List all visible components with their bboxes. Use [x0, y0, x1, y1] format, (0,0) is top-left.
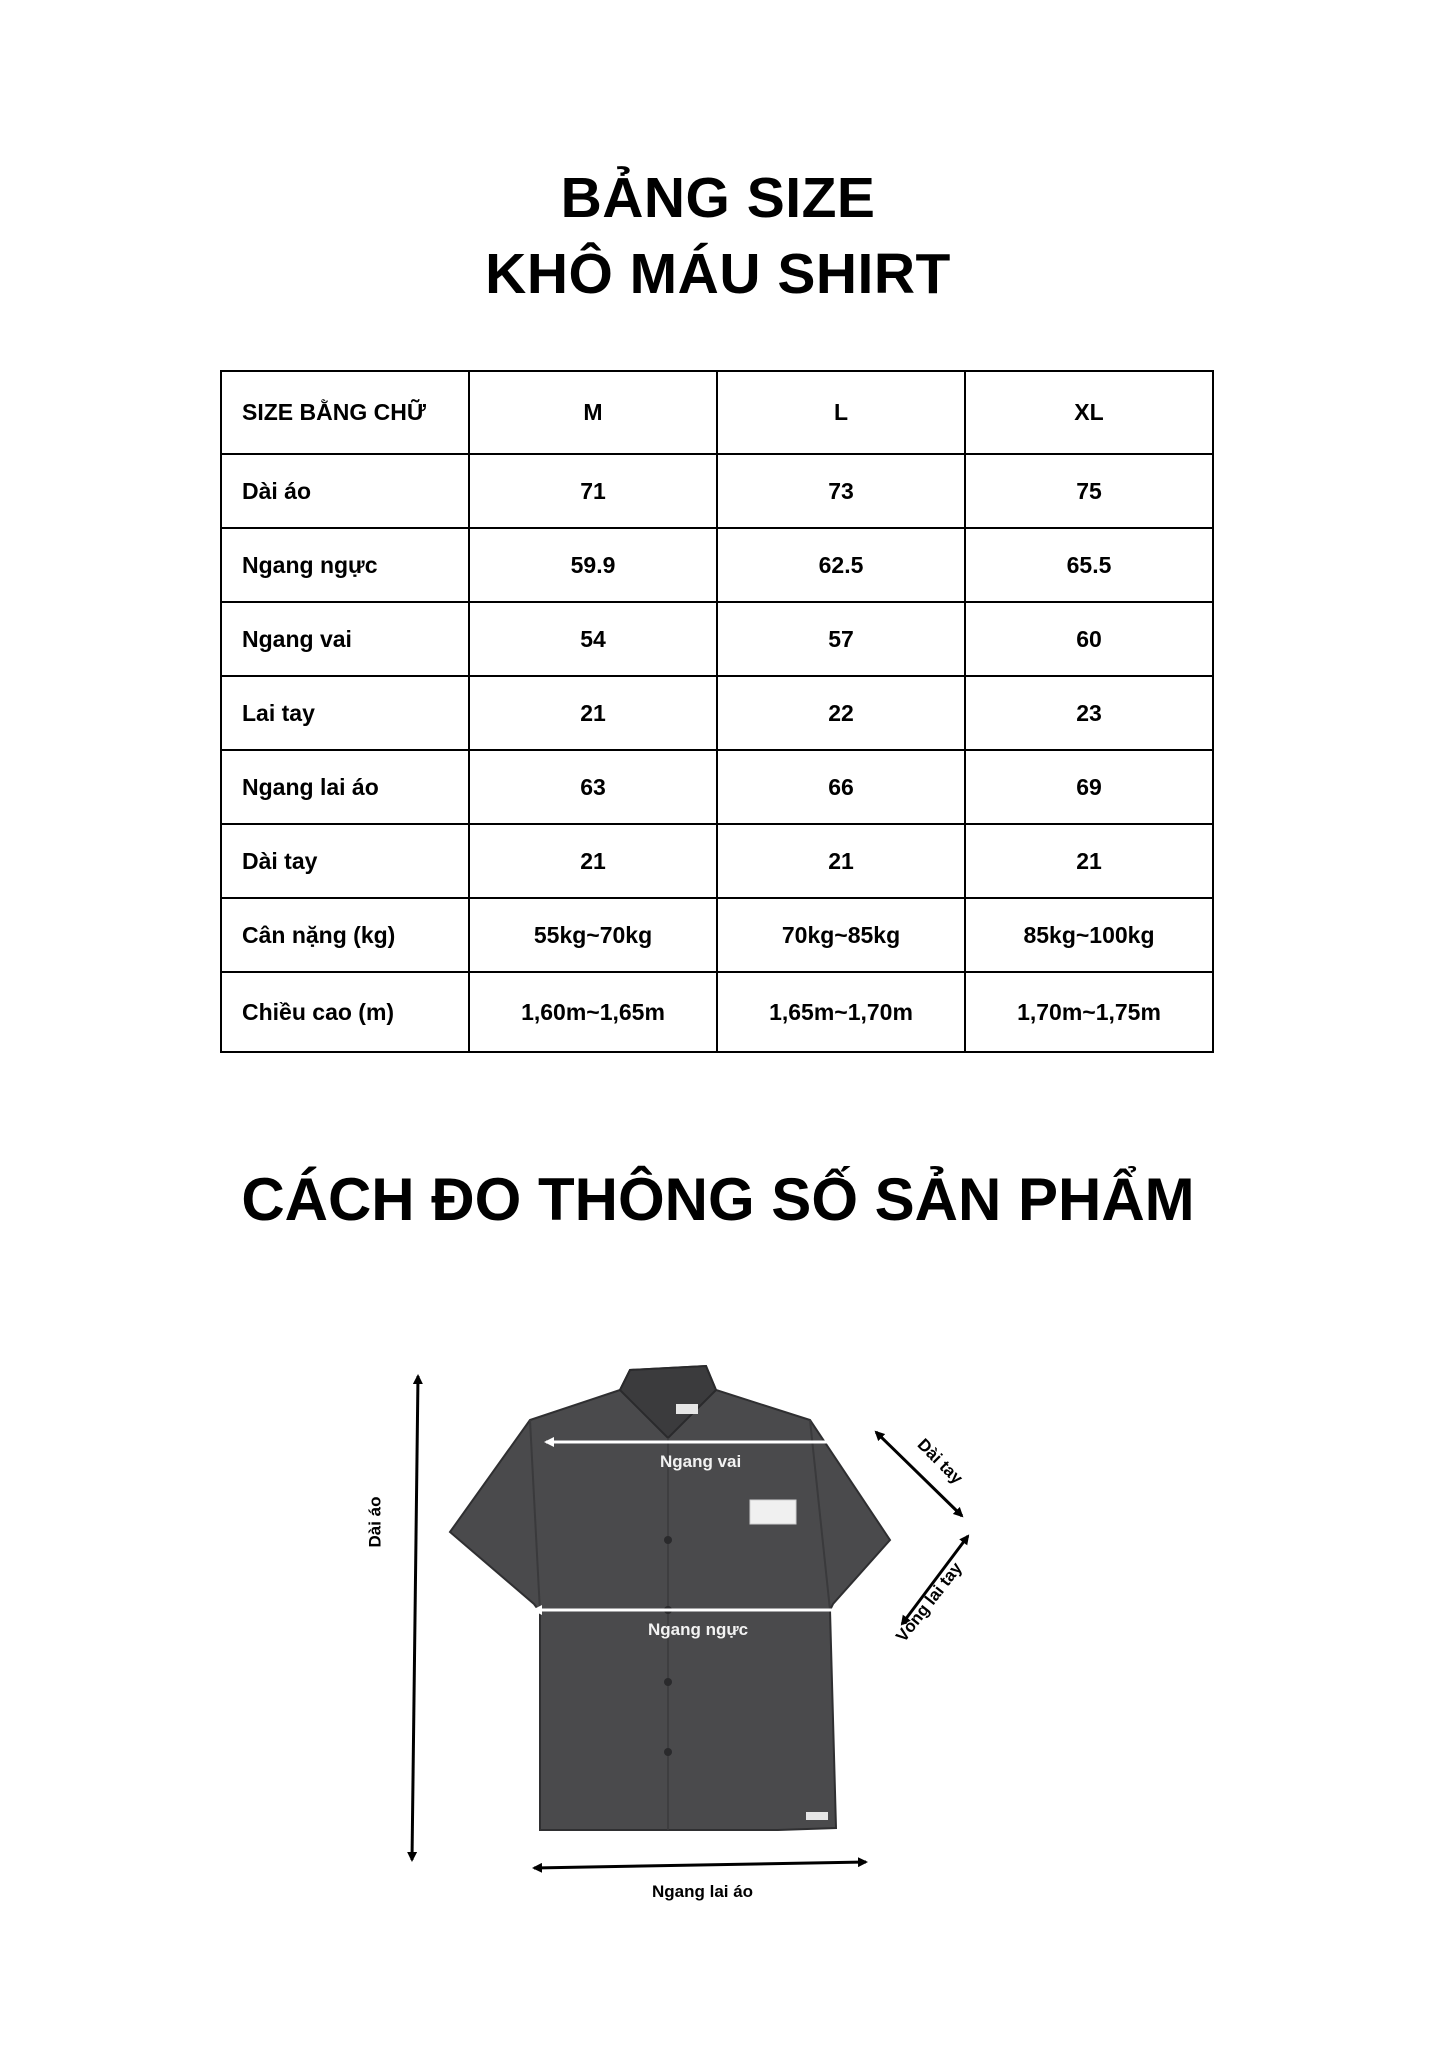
row-value-l: 62.5	[717, 528, 965, 602]
row-label: Dài tay	[221, 824, 469, 898]
length-label: Dài áo	[365, 1496, 385, 1548]
button-icon	[664, 1748, 672, 1756]
title-line-2: KHÔ MÁU SHIRT	[485, 242, 951, 306]
table-row	[221, 602, 1213, 676]
row-label: Dài áo	[221, 454, 469, 528]
table-row	[221, 676, 1213, 750]
hem-tag	[806, 1812, 828, 1820]
title-line-1: BẢNG SIZE	[560, 166, 876, 230]
row-label: Ngang vai	[221, 602, 469, 676]
measurement-diagram	[365, 1360, 1020, 1920]
sleeve-opening-label: Vòng lai tay	[892, 1558, 966, 1646]
row-label: Chiều cao (m)	[221, 972, 469, 1052]
chest-label: Ngang ngực	[648, 1620, 749, 1639]
sleeve-length-label: Dài tay	[913, 1434, 967, 1488]
shoulder-label: Ngang vai	[660, 1452, 742, 1471]
header-label-cell: SIZE BẰNG CHỮ	[221, 371, 469, 454]
row-value-l: 66	[717, 750, 965, 824]
chest-patch	[750, 1500, 796, 1524]
hem-arrow	[534, 1862, 866, 1868]
row-value-m: 1,60m~1,65m	[469, 972, 717, 1052]
page-title	[0, 160, 1436, 312]
table-row	[221, 972, 1213, 1052]
row-value-l: 70kg~85kg	[717, 898, 965, 972]
row-value-l: 57	[717, 602, 965, 676]
table-row	[221, 528, 1213, 602]
row-value-xl: 65.5	[965, 528, 1213, 602]
table-row	[221, 750, 1213, 824]
header-size-l: L	[717, 371, 965, 454]
row-value-xl: 85kg~100kg	[965, 898, 1213, 972]
row-label: Ngang ngực	[221, 528, 469, 602]
row-value-xl: 75	[965, 454, 1213, 528]
row-value-l: 22	[717, 676, 965, 750]
row-label: Ngang lai áo	[221, 750, 469, 824]
header-size-xl: XL	[965, 371, 1213, 454]
table-header-row	[221, 371, 1213, 454]
table-row	[221, 898, 1213, 972]
measure-section-title: CÁCH ĐO THÔNG SỐ SẢN PHẨM	[241, 1166, 1195, 1233]
row-value-l: 1,65m~1,70m	[717, 972, 965, 1052]
row-value-m: 71	[469, 454, 717, 528]
row-value-xl: 60	[965, 602, 1213, 676]
table-row	[221, 454, 1213, 528]
row-value-xl: 69	[965, 750, 1213, 824]
row-value-m: 54	[469, 602, 717, 676]
row-value-xl: 23	[965, 676, 1213, 750]
row-label: Lai tay	[221, 676, 469, 750]
hem-label: Ngang lai áo	[652, 1882, 754, 1901]
row-value-m: 63	[469, 750, 717, 824]
row-value-l: 73	[717, 454, 965, 528]
button-icon	[664, 1678, 672, 1686]
header-size-m: M	[469, 371, 717, 454]
collar-tag	[676, 1404, 698, 1414]
length-arrow	[412, 1376, 418, 1860]
size-table	[220, 370, 1214, 1053]
row-value-m: 21	[469, 824, 717, 898]
row-value-xl: 1,70m~1,75m	[965, 972, 1213, 1052]
row-value-m: 59.9	[469, 528, 717, 602]
row-label: Cân nặng (kg)	[221, 898, 469, 972]
table-row	[221, 824, 1213, 898]
row-value-l: 21	[717, 824, 965, 898]
row-value-xl: 21	[965, 824, 1213, 898]
button-icon	[664, 1536, 672, 1544]
row-value-m: 55kg~70kg	[469, 898, 717, 972]
row-value-m: 21	[469, 676, 717, 750]
